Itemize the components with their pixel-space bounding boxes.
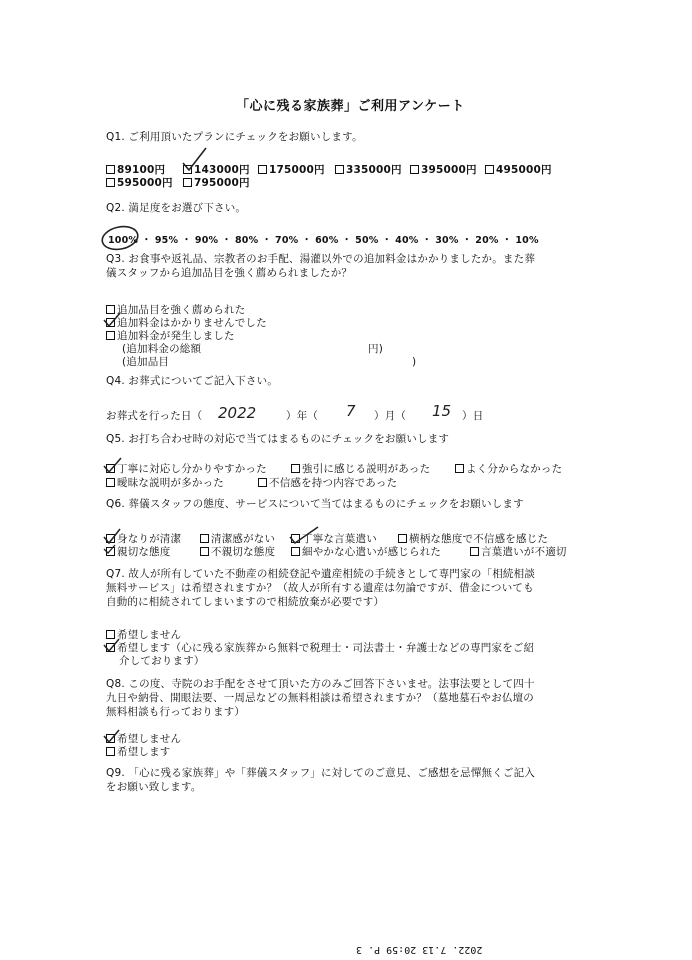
q4-question: Q4. お葬式についてご記入下さい。 — [106, 375, 279, 387]
q6-option-arrogant[interactable]: 横柄な態度で不信感を感じた — [398, 533, 548, 546]
q3-option-no-extra-fee[interactable]: 追加料金はかかりませんでした — [106, 317, 267, 330]
q4-day-unit: ）日 — [462, 410, 484, 422]
q1-option-395000[interactable]: 395000円 — [410, 164, 477, 177]
q3-question-line1: Q3. お食事や返礼品、宗教者のお手配、湯灌以外での追加料金はかかりましたか。また葬 — [106, 253, 536, 265]
q8-option-yes[interactable]: 希望します — [106, 746, 171, 759]
fax-footer: 2022. 7.13 20:59 P. 3 — [356, 944, 483, 955]
q7-option-yes-cont: 介しております） — [119, 655, 205, 667]
q5-question: Q5. お打ち合わせ時の対応で当てはまるものにチェックをお願いします — [106, 433, 450, 445]
q9-question-line2: をお願い致します。 — [106, 781, 202, 793]
q1-option-595000[interactable]: 595000円 — [106, 177, 173, 190]
q6-question: Q6. 葬儀スタッフの態度、サービスについて当てはまるものにチェックをお願いします — [106, 498, 524, 510]
q3-option-pushed-items[interactable]: 追加品目を強く薦められた — [106, 304, 245, 317]
q5-option-unclear[interactable]: よく分からなかった — [455, 463, 562, 476]
q3-option-extra-fee[interactable]: 追加料金が発生しました — [106, 330, 235, 343]
q1-option-175000[interactable]: 175000円 — [258, 164, 325, 177]
q4-year-value[interactable]: 2022 — [218, 404, 257, 422]
q7-question-line3: 自動的に相続されてしまいますので相続放棄が必要です） — [106, 596, 385, 608]
q8-question-line3: 無料相談も行っております） — [106, 706, 246, 718]
q7-question-line2: 無料サービス」は希望されますか？（故人が所有する遺産は勿論ですが、借金についても — [106, 582, 534, 594]
q4-date-prefix: お葬式を行った日（ — [106, 410, 203, 422]
q5-option-forceful[interactable]: 強引に感じる説明があった — [291, 463, 430, 476]
q4-month-value[interactable]: 7 — [346, 402, 356, 420]
q7-question-line1: Q7. 故人が所有していた不動産の相続登記や遺産相続の手続きとして専門家の「相続相談 — [106, 568, 536, 580]
q8-option-no[interactable]: 希望しません — [106, 733, 181, 746]
q3-amount-unit: 円) — [368, 343, 383, 355]
q3-items-close: ) — [412, 356, 417, 368]
q2-satisfaction-scale[interactable]: 100% ・ 95% ・ 90% ・ 80% ・ 70% ・ 60% ・ 50% ・ 40% ・ 30% ・ 20% ・ 10% — [108, 235, 539, 246]
survey-title: 「心に残る家族葬」ご利用アンケート — [236, 99, 465, 114]
q8-question-line1: Q8. この度、寺院のお手配をさせて頂いた方のみご回答下さいませ。法事法要として四十 — [106, 678, 535, 690]
q7-option-yes[interactable]: 希望します（心に残る家族葬から無料で税理士・司法書士・弁護士などの専門家をご紹 — [106, 642, 534, 655]
q9-question-line1: Q9. 「心に残る家族葬」や「葬儀スタッフ」に対してのご意見、ご感想を忌憚無くご記入 — [106, 767, 536, 779]
q8-question-line2: 九日や納骨、開眼法要、一周忌などの無料相談は希望されますか？（墓地墓石やお仏壇の — [106, 692, 534, 704]
q6-option-kind[interactable]: 親切な態度 — [106, 546, 171, 559]
q6-option-not-clean[interactable]: 清潔感がない — [200, 533, 275, 546]
q6-option-inappropriate-language[interactable]: 言葉遣いが不適切 — [470, 546, 567, 559]
q6-option-polite-language[interactable]: 丁寧な言葉遣い — [291, 533, 377, 546]
q1-option-335000[interactable]: 335000円 — [335, 164, 402, 177]
q5-option-ambiguous[interactable]: 曖昧な説明が多かった — [106, 477, 224, 490]
q1-option-495000[interactable]: 495000円 — [485, 164, 552, 177]
q6-option-attentive[interactable]: 細やかな心遣いが感じられた — [291, 546, 441, 559]
q1-question: Q1. ご利用頂いたプランにチェックをお願いします。 — [106, 131, 363, 143]
q1-option-795000[interactable]: 795000円 — [183, 177, 250, 190]
q2-question: Q2. 満足度をお選び下さい。 — [106, 202, 247, 214]
q3-items-label: (追加品目 — [122, 356, 170, 368]
q6-option-unkind[interactable]: 不親切な態度 — [200, 546, 275, 559]
q6-option-clean-appearance[interactable]: 身なりが清潔 — [106, 533, 181, 546]
q7-option-no[interactable]: 希望しません — [106, 629, 181, 642]
q1-option-143000[interactable]: 143000円 — [183, 164, 250, 177]
q3-question-line2: 儀スタッフから追加品目を強く薦められましたか？ — [106, 267, 353, 279]
q4-year-unit: ）年（ — [286, 410, 319, 422]
q5-option-distrust[interactable]: 不信感を持つ内容であった — [258, 477, 397, 490]
q4-day-value[interactable]: 15 — [432, 402, 452, 420]
q4-month-unit: ）月（ — [374, 410, 407, 422]
q1-option-89100[interactable]: 89100円 — [106, 164, 165, 177]
q3-amount-label: (追加料金の総額 — [122, 343, 202, 355]
q5-option-polite-clear[interactable]: 丁寧に対応し分かりやすかった — [106, 463, 267, 476]
